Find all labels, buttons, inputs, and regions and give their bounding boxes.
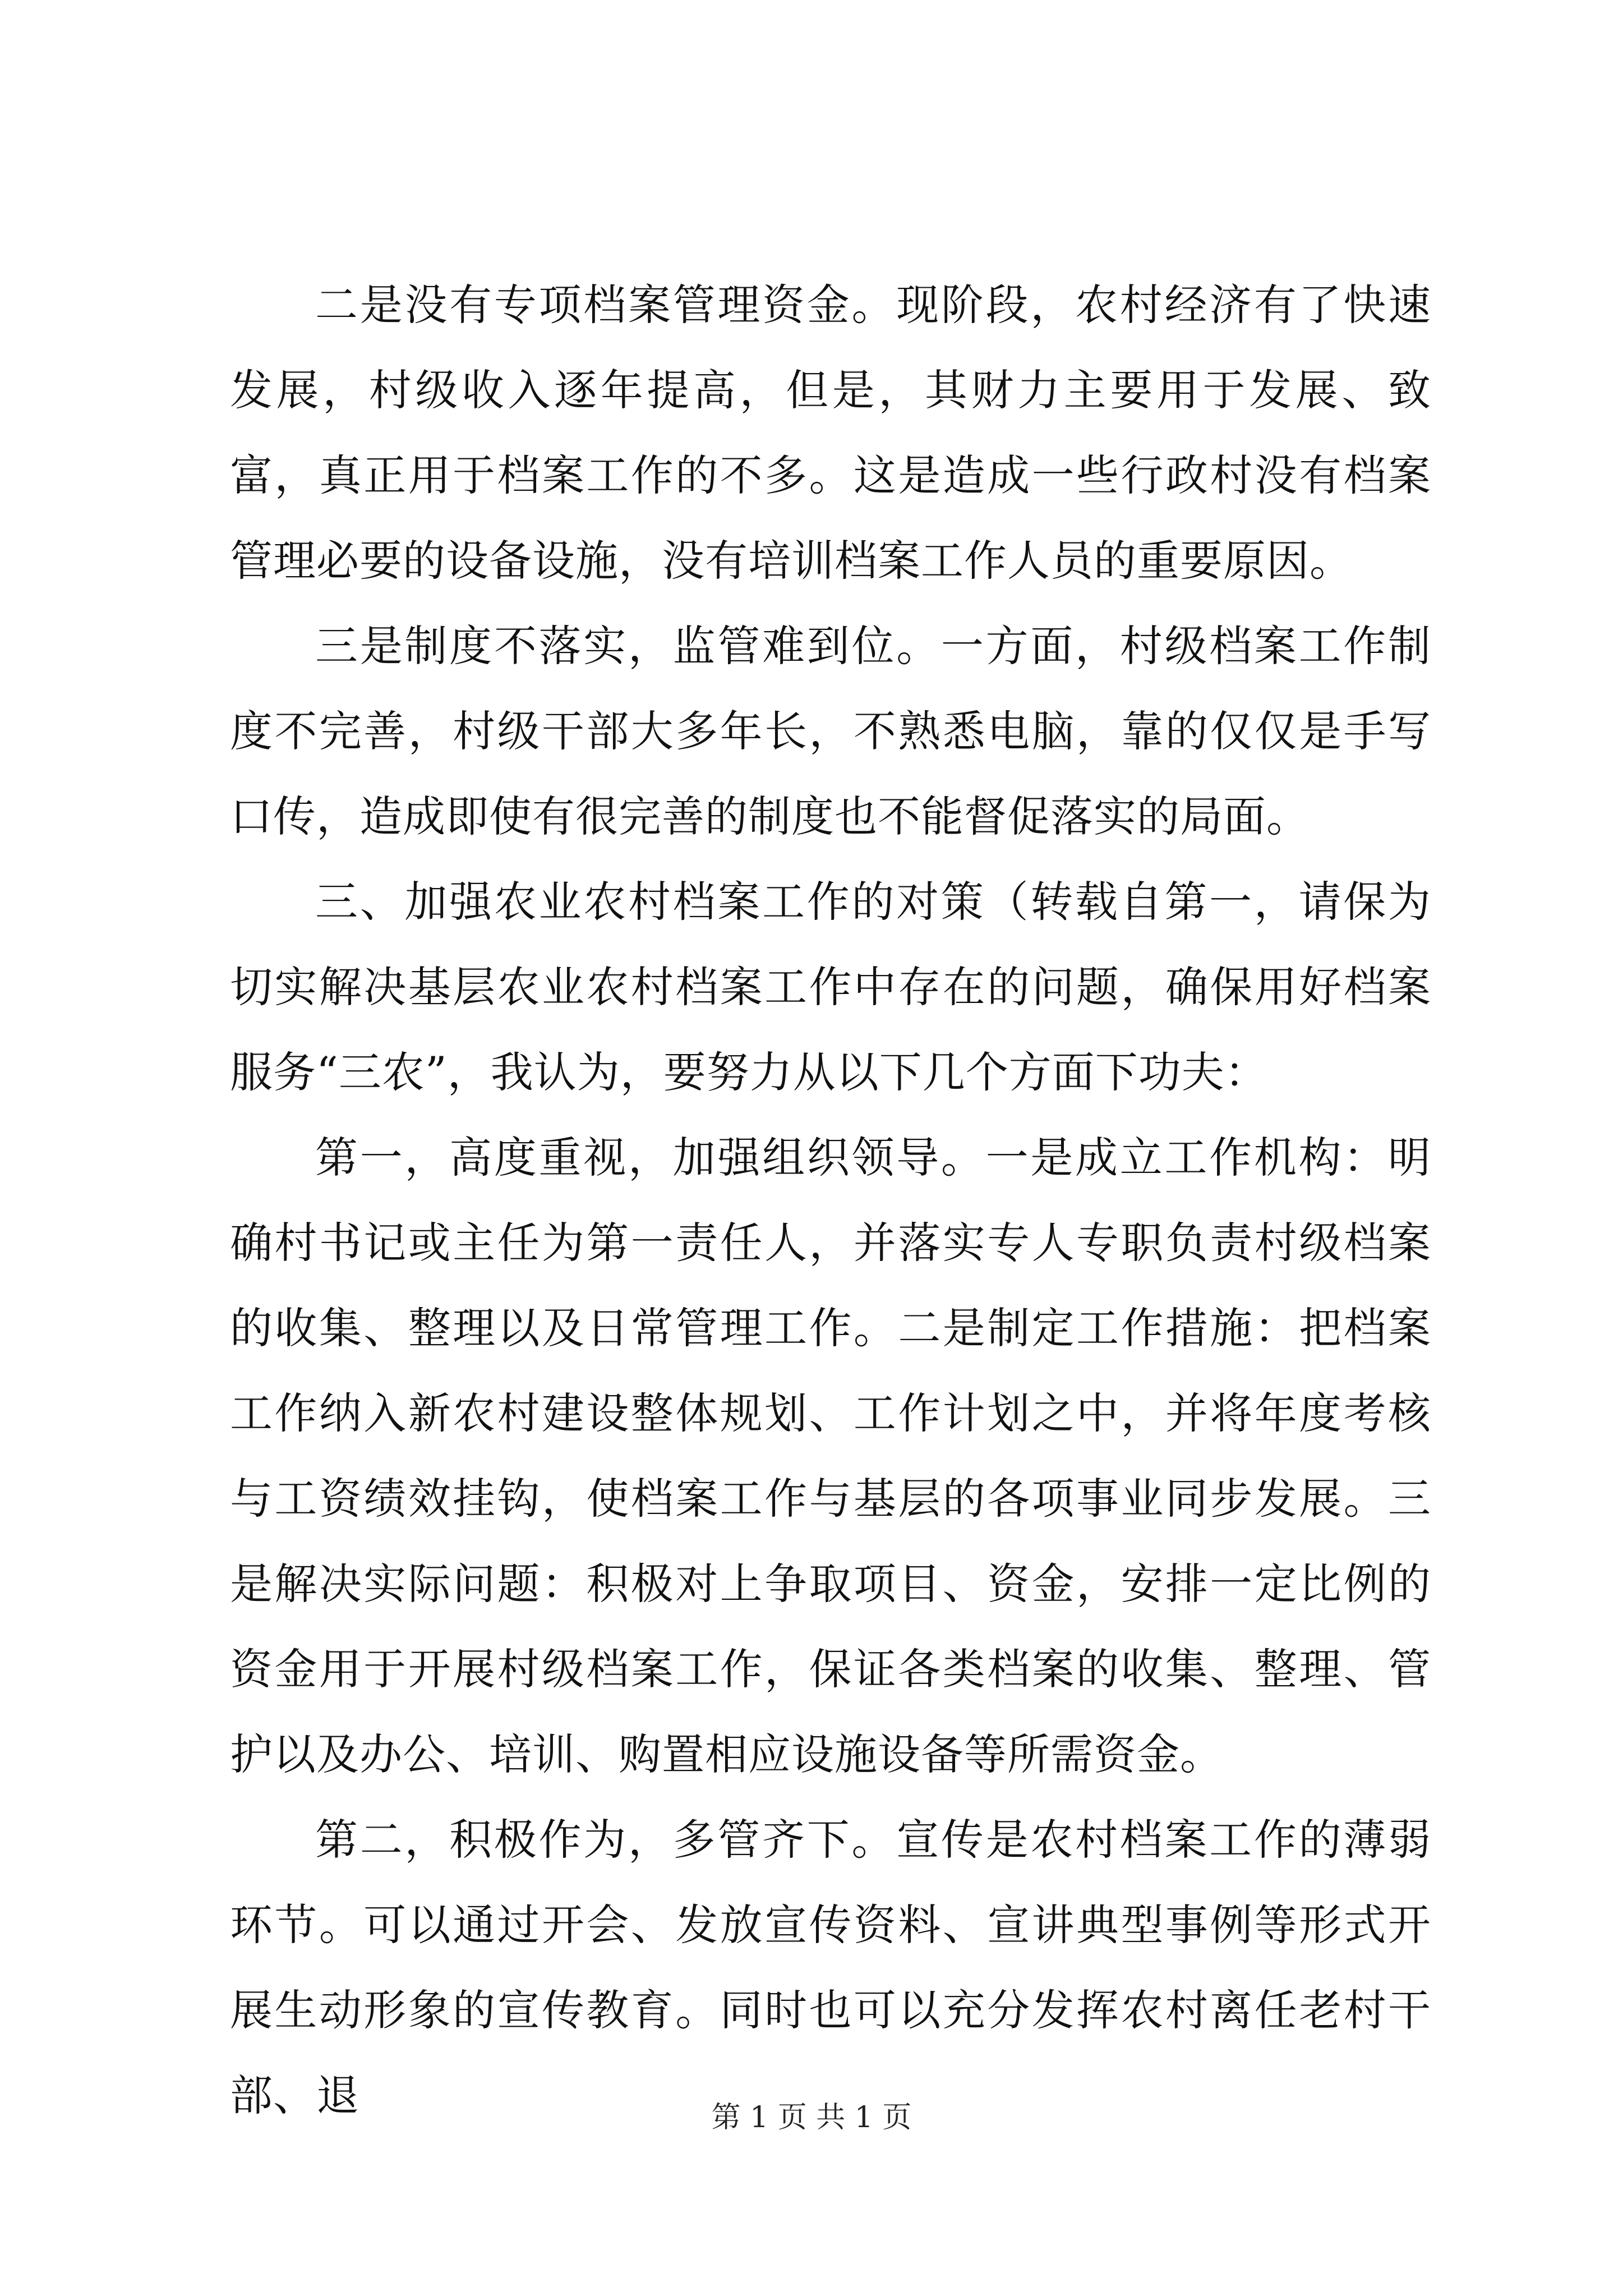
paragraph-system: 三是制度不落实，监管难到位。一方面，村级档案工作制度不完善，村级干部大多年长，不熟悉电脑，靠的仅仅是手写口传，造成即使有很完善的制度也不能督促落实的局面。 (230, 621, 1431, 841)
paragraph-first-measure: 第一，高度重视，加强组织领导。一是成立工作机构：明确村书记或主任为第一责任人，并落实专人专职负责村级档案的收集、整理以及日常管理工作。二是制定工作措施：把档案工作纳入新农村建设整体规划、工作计划之中，并将年度考核与工资绩效挂钩，使档案工作与基层的各项事业同步发展。三是解决实际问题：积极对上争取项目、资金，安排一定比例的资金用于开展村级档案工作，保证各类档案的收集、整理、管护以及办公、培训、购置相应设施设备等所需资金。 (230, 1133, 1431, 1779)
document-body (230, 263, 1431, 2138)
page-footer: 第 1 页 共 1 页 (711, 2101, 912, 2134)
paragraph-second-measure: 第二，积极作为，多管齐下。宣传是农村档案工作的薄弱环节。可以通过开会、发放宣传资料、宣讲典型事例等形式开展生动形象的宣传教育。同时也可以充分发挥农村离任老村干部、退 (230, 1815, 1431, 2120)
paragraph-funding: 二是没有专项档案管理资金。现阶段，农村经济有了快速发展，村级收入逐年提高，但是，其财力主要用于发展、致富，真正用于档案工作的不多。这是造成一些行政村没有档案管理必要的设备设施，没有培训档案工作人员的重要原因。 (230, 280, 1431, 586)
paragraph-measures-intro: 三、加强农业农村档案工作的对策（转载自第一，请保为切实解决基层农业农村档案工作中存在的问题，确保用好档案服务“三农”，我认为，要努力从以下几个方面下功夫： (230, 877, 1431, 1097)
